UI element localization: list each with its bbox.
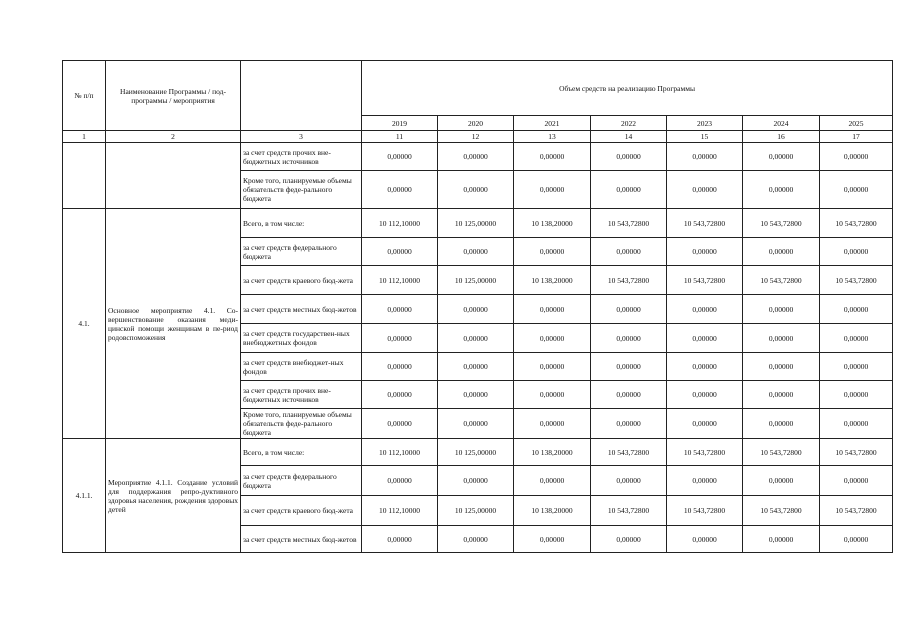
column-index: 12 [438, 131, 514, 143]
amount-cell: 0,00000 [591, 526, 667, 553]
measure-name: Основное мероприятие 4.1. Со-вершенствование оказания меди-цинской помощи женщинам в пе-риод родовспоможения [106, 209, 241, 439]
amount-cell: 10 543,72800 [820, 439, 893, 466]
amount-cell: 0,00000 [667, 466, 743, 496]
amount-cell: 0,00000 [591, 143, 667, 171]
amount-cell: 10 543,72800 [667, 496, 743, 526]
funding-source: за счет средств федерального бюджета [241, 238, 362, 266]
row-number [63, 143, 106, 209]
header-name: Наименование Программы / под-программы / мероприятия [106, 61, 241, 131]
amount-cell: 0,00000 [820, 143, 893, 171]
amount-cell: 0,00000 [362, 526, 438, 553]
amount-cell: 0,00000 [591, 324, 667, 353]
amount-cell: 0,00000 [667, 324, 743, 353]
amount-cell: 0,00000 [438, 409, 514, 439]
funding-source: за счет средств местных бюд-жетов [241, 526, 362, 553]
amount-cell: 0,00000 [667, 353, 743, 381]
funding-source: за счет средств краевого бюд-жета [241, 496, 362, 526]
amount-cell: 10 138,20000 [514, 266, 591, 295]
funding-source: за счет средств федерального бюджета [241, 466, 362, 496]
funding-source: Кроме того, планируемые объемы обязательств феде-рального бюджета [241, 171, 362, 209]
amount-cell: 10 543,72800 [820, 209, 893, 238]
amount-cell: 10 138,20000 [514, 439, 591, 466]
amount-cell: 10 125,00000 [438, 496, 514, 526]
amount-cell: 0,00000 [591, 353, 667, 381]
amount-cell: 0,00000 [591, 466, 667, 496]
amount-cell: 0,00000 [820, 171, 893, 209]
amount-cell: 10 125,00000 [438, 209, 514, 238]
amount-cell: 10 125,00000 [438, 266, 514, 295]
amount-cell: 10 112,10000 [362, 496, 438, 526]
column-index: 17 [820, 131, 893, 143]
amount-cell: 10 543,72800 [667, 209, 743, 238]
amount-cell: 0,00000 [667, 295, 743, 324]
amount-cell: 0,00000 [362, 466, 438, 496]
funding-source: Всего, в том числе: [241, 209, 362, 238]
funding-source: за счет средств прочих вне-бюджетных источников [241, 143, 362, 171]
measure-name: Мероприятие 4.1.1. Создание условий для поддержания репро-дуктивного здоровья населения, рождения здоровых детей [106, 439, 241, 553]
funding-source: Всего, в том числе: [241, 439, 362, 466]
amount-cell: 0,00000 [743, 466, 820, 496]
amount-cell: 0,00000 [438, 526, 514, 553]
amount-cell: 0,00000 [820, 324, 893, 353]
amount-cell: 0,00000 [591, 295, 667, 324]
budget-table [62, 60, 893, 553]
amount-cell: 0,00000 [667, 171, 743, 209]
amount-cell: 0,00000 [667, 143, 743, 171]
column-index: 13 [514, 131, 591, 143]
column-index: 3 [241, 131, 362, 143]
column-index: 2 [106, 131, 241, 143]
amount-cell: 0,00000 [514, 295, 591, 324]
amount-cell: 10 543,72800 [591, 209, 667, 238]
row-number: 4.1.1. [63, 439, 106, 553]
amount-cell: 0,00000 [514, 409, 591, 439]
amount-cell: 10 543,72800 [743, 496, 820, 526]
amount-cell: 0,00000 [514, 381, 591, 409]
column-index: 16 [743, 131, 820, 143]
amount-cell: 0,00000 [514, 238, 591, 266]
funding-source: за счет средств местных бюд-жетов [241, 295, 362, 324]
funding-source: за счет средств внебюджет-ных фондов [241, 353, 362, 381]
funding-source: за счет средств краевого бюд-жета [241, 266, 362, 295]
amount-cell: 0,00000 [667, 409, 743, 439]
year-header: 2020 [438, 116, 514, 131]
amount-cell: 0,00000 [667, 238, 743, 266]
amount-cell: 0,00000 [820, 466, 893, 496]
amount-cell: 0,00000 [362, 171, 438, 209]
amount-cell: 10 125,00000 [438, 439, 514, 466]
amount-cell: 10 112,10000 [362, 209, 438, 238]
amount-cell: 0,00000 [743, 295, 820, 324]
amount-cell: 10 138,20000 [514, 209, 591, 238]
amount-cell: 10 543,72800 [743, 266, 820, 295]
amount-cell: 10 112,10000 [362, 266, 438, 295]
amount-cell: 0,00000 [362, 409, 438, 439]
amount-cell: 0,00000 [438, 324, 514, 353]
year-header: 2021 [514, 116, 591, 131]
amount-cell: 0,00000 [591, 171, 667, 209]
year-header: 2024 [743, 116, 820, 131]
amount-cell: 0,00000 [438, 353, 514, 381]
year-header: 2019 [362, 116, 438, 131]
amount-cell: 10 543,72800 [743, 209, 820, 238]
amount-cell: 0,00000 [514, 324, 591, 353]
amount-cell: 0,00000 [362, 143, 438, 171]
amount-cell: 0,00000 [591, 381, 667, 409]
year-header: 2022 [591, 116, 667, 131]
amount-cell: 0,00000 [514, 171, 591, 209]
amount-cell: 0,00000 [514, 466, 591, 496]
column-index: 14 [591, 131, 667, 143]
amount-cell: 0,00000 [743, 409, 820, 439]
amount-cell: 0,00000 [820, 353, 893, 381]
amount-cell: 10 138,20000 [514, 496, 591, 526]
amount-cell: 0,00000 [438, 238, 514, 266]
year-header: 2025 [820, 116, 893, 131]
amount-cell: 10 543,72800 [667, 266, 743, 295]
amount-cell: 0,00000 [438, 143, 514, 171]
amount-cell: 10 543,72800 [667, 439, 743, 466]
amount-cell: 10 543,72800 [820, 266, 893, 295]
column-index: 15 [667, 131, 743, 143]
amount-cell: 0,00000 [667, 381, 743, 409]
amount-cell: 0,00000 [514, 353, 591, 381]
table-row [63, 209, 893, 238]
header-desc-empty [241, 61, 362, 131]
funding-source: за счет средств прочих вне-бюджетных источников [241, 381, 362, 409]
amount-cell: 10 543,72800 [820, 496, 893, 526]
amount-cell: 0,00000 [743, 238, 820, 266]
amount-cell: 0,00000 [743, 353, 820, 381]
funding-source: за счет средств государствен-ных внебюджетных фондов [241, 324, 362, 353]
amount-cell: 0,00000 [591, 238, 667, 266]
amount-cell: 0,00000 [743, 324, 820, 353]
amount-cell: 0,00000 [438, 171, 514, 209]
amount-cell: 10 543,72800 [743, 439, 820, 466]
amount-cell: 0,00000 [514, 143, 591, 171]
amount-cell: 0,00000 [438, 466, 514, 496]
amount-cell: 0,00000 [743, 381, 820, 409]
amount-cell: 0,00000 [362, 238, 438, 266]
amount-cell: 10 112,10000 [362, 439, 438, 466]
amount-cell: 0,00000 [820, 238, 893, 266]
header-num: № п/п [63, 61, 106, 131]
measure-name [106, 143, 241, 209]
amount-cell: 0,00000 [514, 526, 591, 553]
amount-cell: 0,00000 [438, 381, 514, 409]
column-index: 1 [63, 131, 106, 143]
amount-cell: 10 543,72800 [591, 496, 667, 526]
amount-cell: 0,00000 [820, 526, 893, 553]
header-volume: Объем средств на реализацию Программы [362, 61, 893, 116]
amount-cell: 0,00000 [820, 295, 893, 324]
amount-cell: 0,00000 [438, 295, 514, 324]
amount-cell: 0,00000 [362, 324, 438, 353]
row-number: 4.1. [63, 209, 106, 439]
amount-cell: 0,00000 [591, 409, 667, 439]
amount-cell: 0,00000 [743, 171, 820, 209]
amount-cell: 0,00000 [743, 143, 820, 171]
year-header: 2023 [667, 116, 743, 131]
funding-source: Кроме того, планируемые объемы обязательств феде-рального бюджета [241, 409, 362, 439]
amount-cell: 10 543,72800 [591, 266, 667, 295]
amount-cell: 0,00000 [667, 526, 743, 553]
column-index: 11 [362, 131, 438, 143]
amount-cell: 0,00000 [362, 353, 438, 381]
table-row [63, 439, 893, 466]
amount-cell: 0,00000 [820, 381, 893, 409]
amount-cell: 0,00000 [743, 526, 820, 553]
table-row [63, 143, 893, 171]
amount-cell: 10 543,72800 [591, 439, 667, 466]
amount-cell: 0,00000 [362, 381, 438, 409]
amount-cell: 0,00000 [362, 295, 438, 324]
amount-cell: 0,00000 [820, 409, 893, 439]
